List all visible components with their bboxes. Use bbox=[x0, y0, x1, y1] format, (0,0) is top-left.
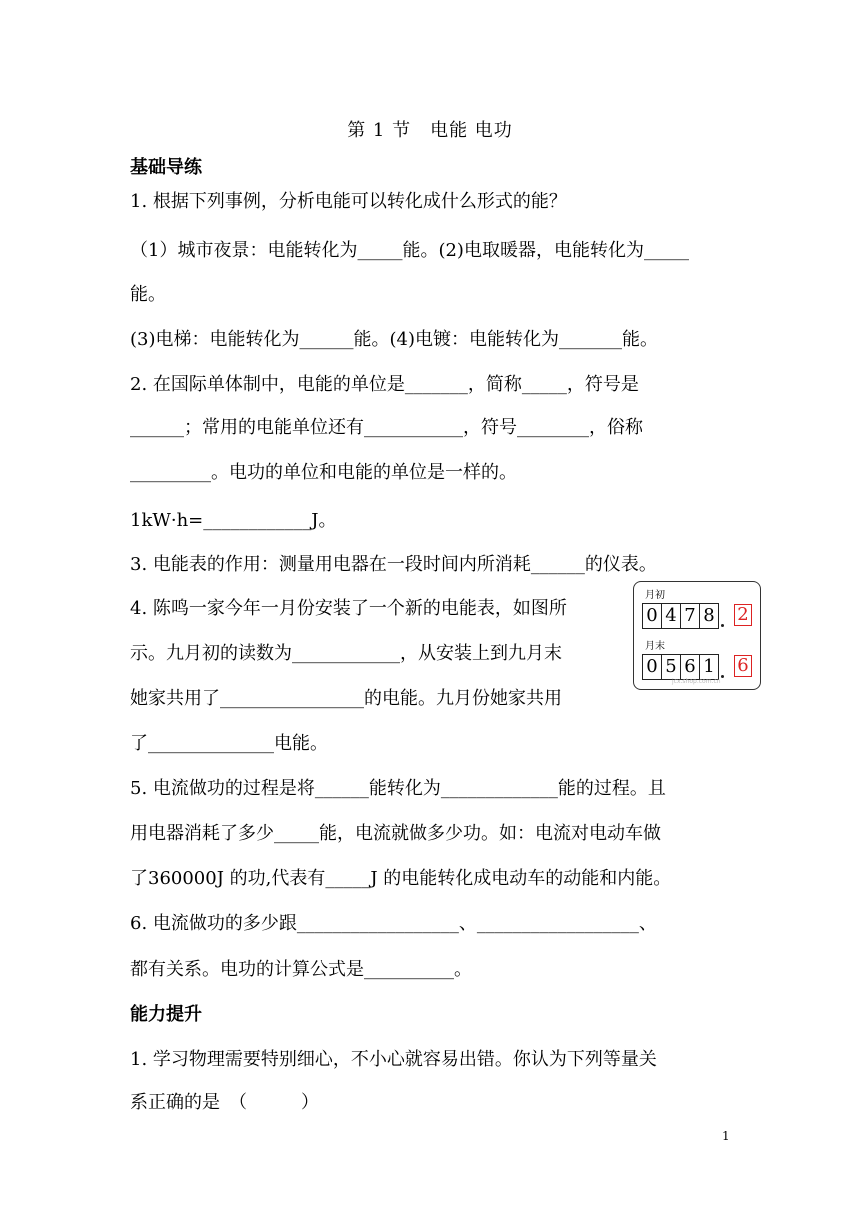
question-line: 了360000J 的功,代表有_____J 的电能转化成电动车的动能和内能。 bbox=[130, 868, 672, 889]
question-line: 都有关系。电功的计算公式是__________。 bbox=[130, 959, 472, 980]
page-title: 第 1 节 电能 电功 bbox=[347, 120, 513, 141]
section-heading-basic: 基础导练 bbox=[130, 157, 202, 178]
question-line: 4. 陈鸣一家今年一月份安装了一个新的电能表，如图所 bbox=[130, 598, 567, 619]
question-line: 系正确的是 （ ） bbox=[130, 1092, 319, 1113]
meter-label-start: 月初 bbox=[645, 590, 665, 601]
question-line: _________。电功的单位和电能的单位是一样的。 bbox=[130, 462, 517, 483]
question-line: 2. 在国际单体制中，电能的单位是_______，简称_____，符号是 bbox=[130, 374, 639, 395]
question-line: 示。九月初的读数为____________，从安装上到九月末 bbox=[130, 643, 562, 664]
question-line: 6. 电流做功的多少跟__________________、__________________、 bbox=[130, 913, 657, 934]
meter-digit: 6 bbox=[681, 655, 700, 679]
question-line: 1. 学习物理需要特别细心，不小心就容易出错。你认为下列等量关 bbox=[130, 1049, 657, 1070]
question-line: ______；常用的电能单位还有___________，符号________，俗称 bbox=[130, 417, 643, 438]
question-line: 了______________电能。 bbox=[130, 733, 328, 754]
meter-label-end: 月末 bbox=[645, 641, 665, 652]
meter-decimal-dot bbox=[721, 624, 724, 627]
question-line: 1kW·h=____________J。 bbox=[130, 510, 337, 531]
meter-decimal-start: 2 bbox=[734, 604, 752, 626]
question-line: 用电器消耗了多少_____能，电流就做多少功。如：电流对电动车做 bbox=[130, 823, 661, 844]
meter-digit: 1 bbox=[703, 656, 715, 677]
question-line: 1. 根据下列事例，分析电能可以转化成什么形式的能？ bbox=[130, 191, 567, 212]
question-line: 能。 bbox=[130, 284, 166, 305]
page-number: 1 bbox=[722, 1129, 730, 1143]
meter-digit: 7 bbox=[681, 604, 700, 628]
question-line: （1）城市夜景：电能转化为_____能。(2)电取暖器，电能转化为_____ bbox=[130, 240, 689, 261]
meter-digit: 4 bbox=[662, 604, 681, 628]
question-line: (3)电梯：电能转化为______能。(4)电镀：电能转化为_______能。 bbox=[130, 329, 658, 350]
meter-digit: 8 bbox=[703, 605, 715, 626]
meter-decimal-dot bbox=[721, 675, 724, 678]
question-line: 5. 电流做功的过程是将______能转化为_____________能的过程。且 bbox=[130, 778, 666, 799]
question-line: 她家共用了________________的电能。九月份她家共用 bbox=[130, 688, 562, 709]
question-line: 3. 电能表的作用：测量用电器在一段时间内所消耗______的仪表。 bbox=[130, 554, 657, 575]
section-heading-advanced: 能力提升 bbox=[130, 1004, 202, 1025]
meter-reading-end bbox=[642, 654, 719, 680]
meter-digit: 0 bbox=[643, 655, 662, 679]
watermark: jcx.shop.com.cn bbox=[672, 678, 721, 685]
meter-decimal-end: 6 bbox=[734, 655, 752, 677]
meter-digit: 5 bbox=[662, 655, 681, 679]
meter-reading-start bbox=[642, 603, 719, 629]
meter-digit: 0 bbox=[643, 604, 662, 628]
energy-meter-figure bbox=[633, 581, 761, 690]
